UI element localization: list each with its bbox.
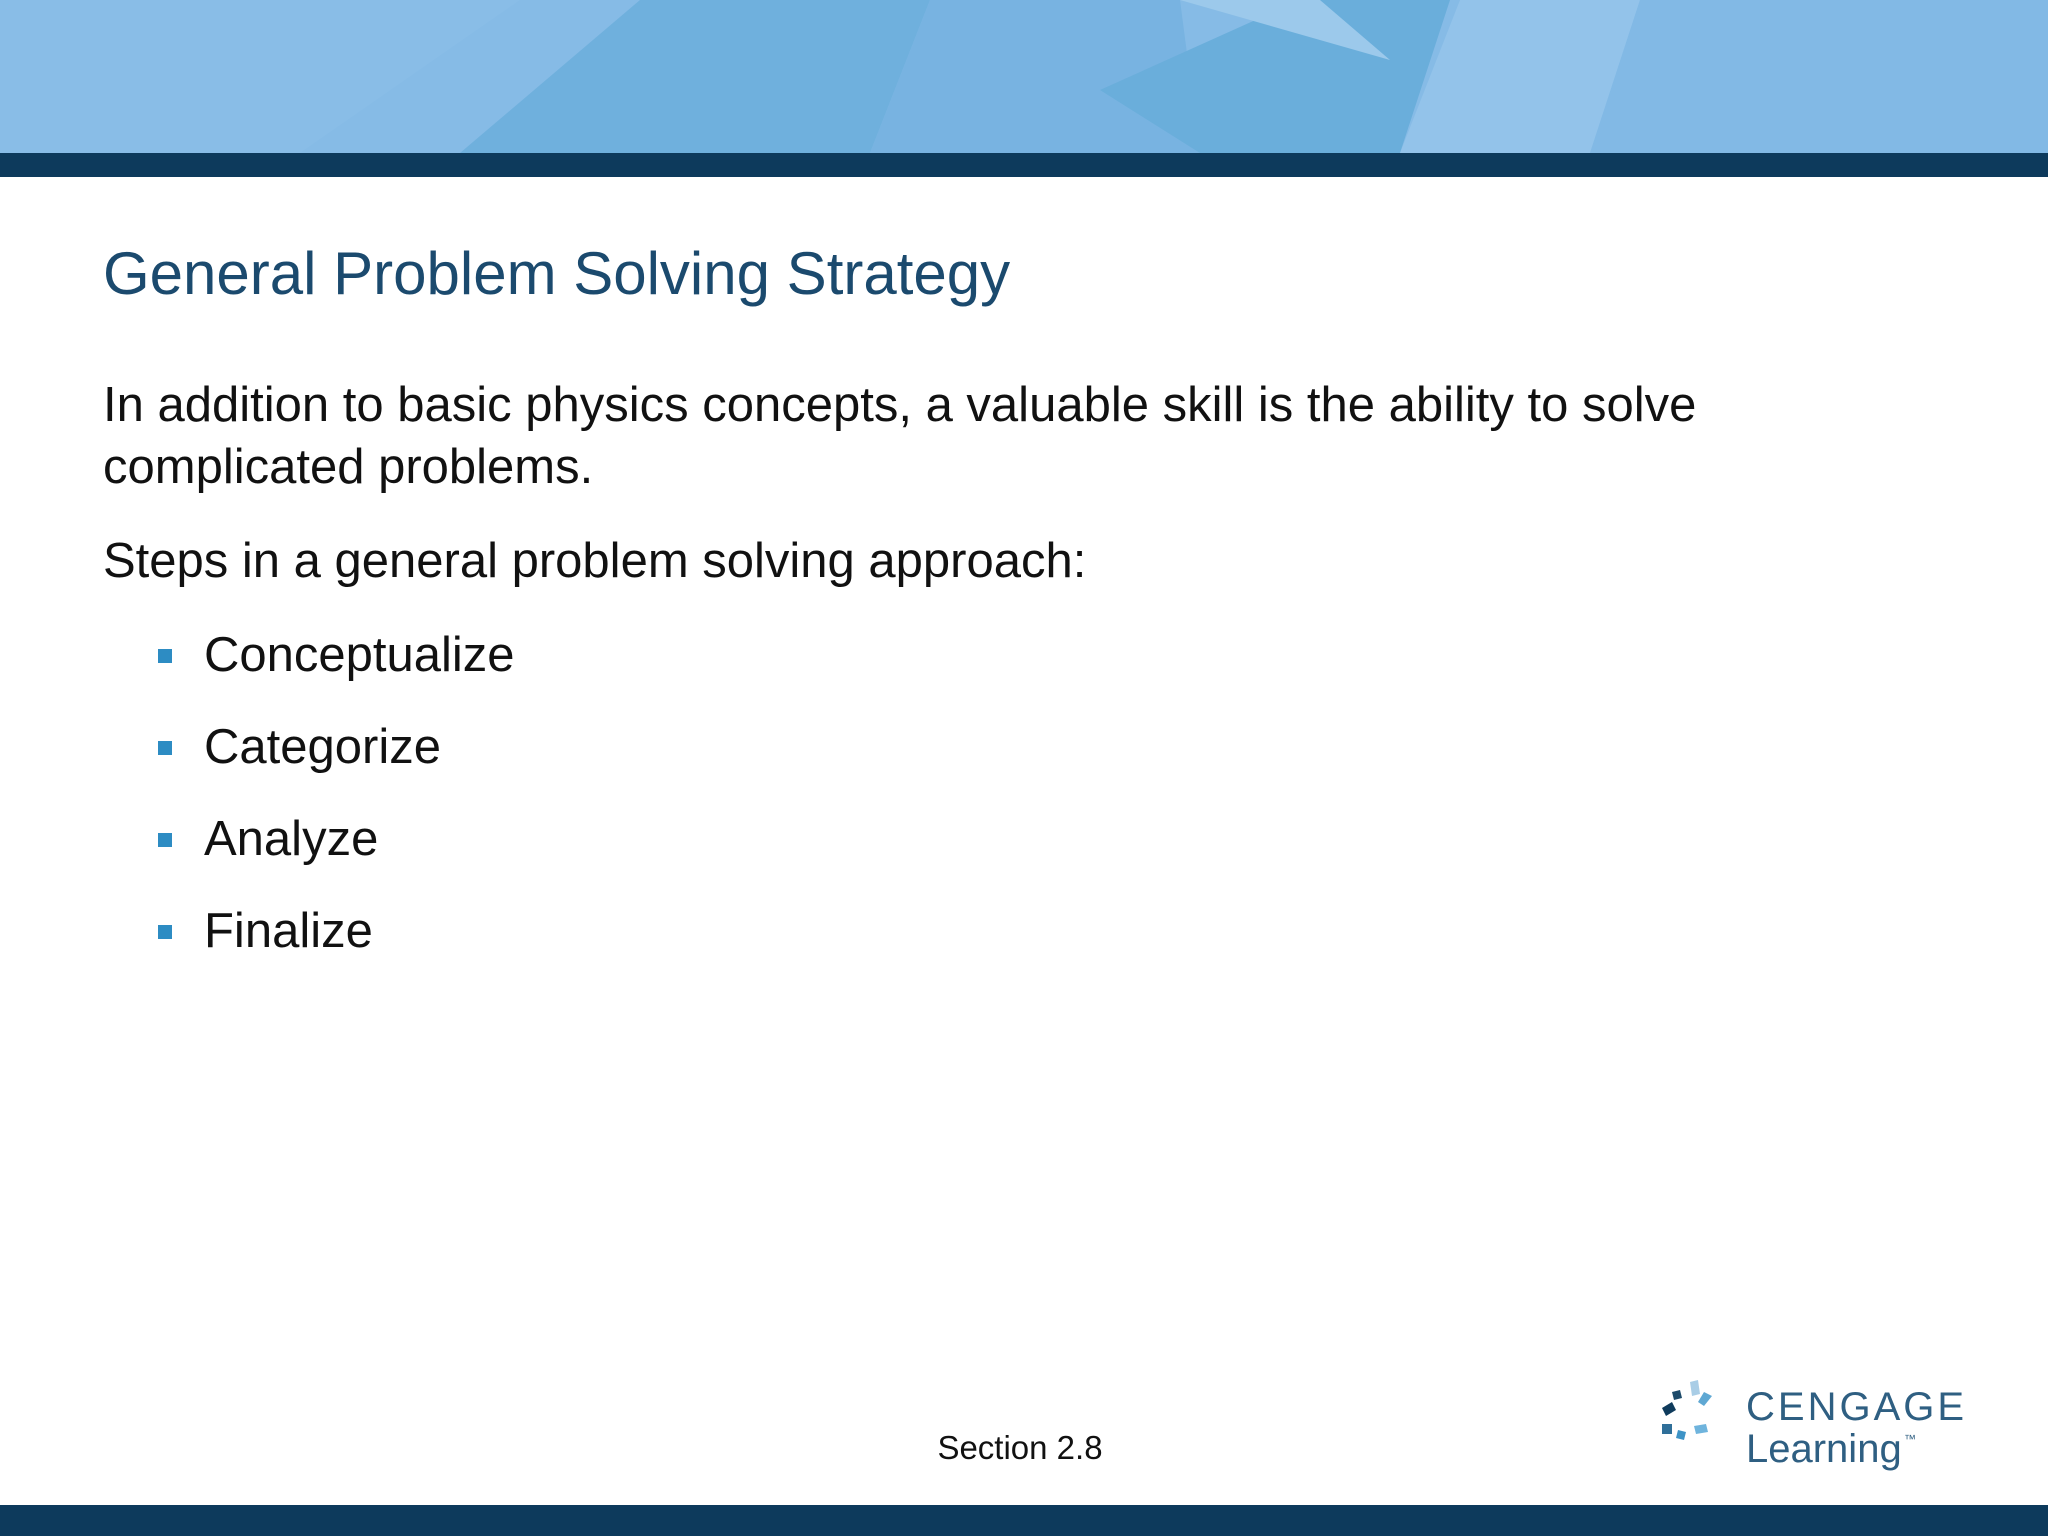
step-label: Categorize — [204, 720, 441, 774]
cengage-logo — [1660, 1380, 1968, 1480]
logo-wordmark-bottom: Learning — [1746, 1427, 1902, 1471]
header-pattern — [0, 0, 2048, 153]
cengage-mark-icon — [1660, 1380, 1720, 1460]
square-bullet-icon — [158, 925, 172, 939]
step-label: Analyze — [204, 812, 379, 866]
logo-trademark: ™ — [1904, 1432, 1916, 1446]
footer-rule — [0, 1505, 2048, 1536]
step-label: Finalize — [204, 904, 373, 958]
section-label: Section 2.8 — [937, 1429, 1103, 1466]
square-bullet-icon — [158, 649, 172, 663]
square-bullet-icon — [158, 741, 172, 755]
header-banner — [0, 0, 2048, 153]
square-bullet-icon — [158, 833, 172, 847]
slide-title: General Problem Solving Strategy — [103, 240, 1011, 307]
steps-heading: Steps in a general problem solving approach: — [103, 534, 1087, 588]
header-rule — [0, 153, 2048, 177]
step-label: Conceptualize — [204, 628, 515, 682]
logo-wordmark-top: CENGAGE — [1746, 1385, 1968, 1429]
intro-paragraph: In addition to basic physics concepts, a valuable skill is the ability to solve complicated problems. — [103, 378, 1697, 494]
